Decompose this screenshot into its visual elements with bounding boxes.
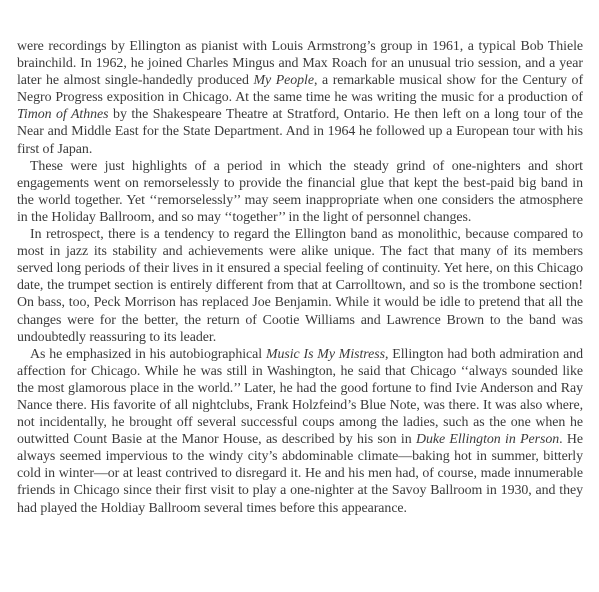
title-timon-of-athnes: Timon of Athnes <box>17 107 109 123</box>
paragraph-4-text-1: As he emphasized in his autobiographical <box>30 346 266 362</box>
document-page <box>17 38 583 517</box>
paragraph-2-text: These were just highlights of a period in which the steady grind of one-nighters and short engagements went on remorselessly to provide the financial glue that kept the best-paid big band in the world together. Yet ‘‘remorselessly’’ may seem inappropriate when one considers the atmosphere in the Holiday Ballroom, and so may ‘‘together’’ in the light of personnel changes. <box>17 158 583 225</box>
paragraph-3 <box>17 226 583 346</box>
title-music-is-my-mistress: Music Is My Mistress <box>265 346 385 362</box>
paragraph-1-text-3: by the Shakespeare Theatre at Stratford, Ontario. He then left on a long tour of the Near and Middle East for the State Department. And in 1964 he followed up a European tour with his first of Japan. <box>17 107 584 157</box>
paragraph-4 <box>17 346 583 517</box>
title-duke-ellington-in-person: Duke Ellington in Person <box>415 432 560 448</box>
paragraph-1 <box>17 38 583 158</box>
title-my-people: My People <box>253 73 314 89</box>
paragraph-4-text-2: , Ellington had both admiration and affection for Chicago. While he was still in Washington, he said that Chicago ‘‘always sounded like the most glamorous place in the world.’’ Later, he had the good fortune to find Ivie Anderson and Ray Nance there. His favorite of all nightclubs, Frank Holzfeind’s Blue Note, was there. It was also where, not incidentally, he brought off several successful coups among the ladies, such as the one when he outwitted Count Basie at the Manor House, as described by his son in <box>17 346 583 448</box>
paragraph-4-text-3: . He always seemed impervious to the windy city’s abdominable climate—baking hot in summer, bitterly cold in winter—or at least contrived to disregard it. He and his men had, of course, made innumerable friends in Chicago since their first visit to play a one-nighter at the Savoy Ballroom in 1930, and they had played the Holdiay Ballroom several times before this appearance. <box>17 432 583 516</box>
paragraph-1-text-2: , a remarkable musical show for the Century of Negro Progress exposition in Chicago. At the same time he was writing the music for a production of <box>17 73 584 106</box>
paragraph-2 <box>17 158 583 226</box>
paragraph-1-text-1: were recordings by Ellington as pianist with Louis Armstrong’s group in 1961, a typical Bob Thiele brainchild. In 1962, he joined Charles Mingus and Max Roach for an unusual trio session, and a year later he almost single-handedly produced <box>17 39 583 89</box>
paragraph-3-text: In retrospect, there is a tendency to regard the Ellington band as monolithic, because compared to most in jazz its stability and achievements were alike unique. The fact that many of its members served long periods of their lives in it ensured a special feeling of continuity. Yet here, on this Chicago date, the trumpet section is entirely different from that at Carrolltown, and so is the trombone section! On bass, too, Peck Morrison has replaced Joe Benjamin. While it would be idle to pretend that all the changes were for the better, the return of Cootie Williams and Lawrence Brown to the band was undoubtedly reassuring to its leader. <box>17 227 583 345</box>
